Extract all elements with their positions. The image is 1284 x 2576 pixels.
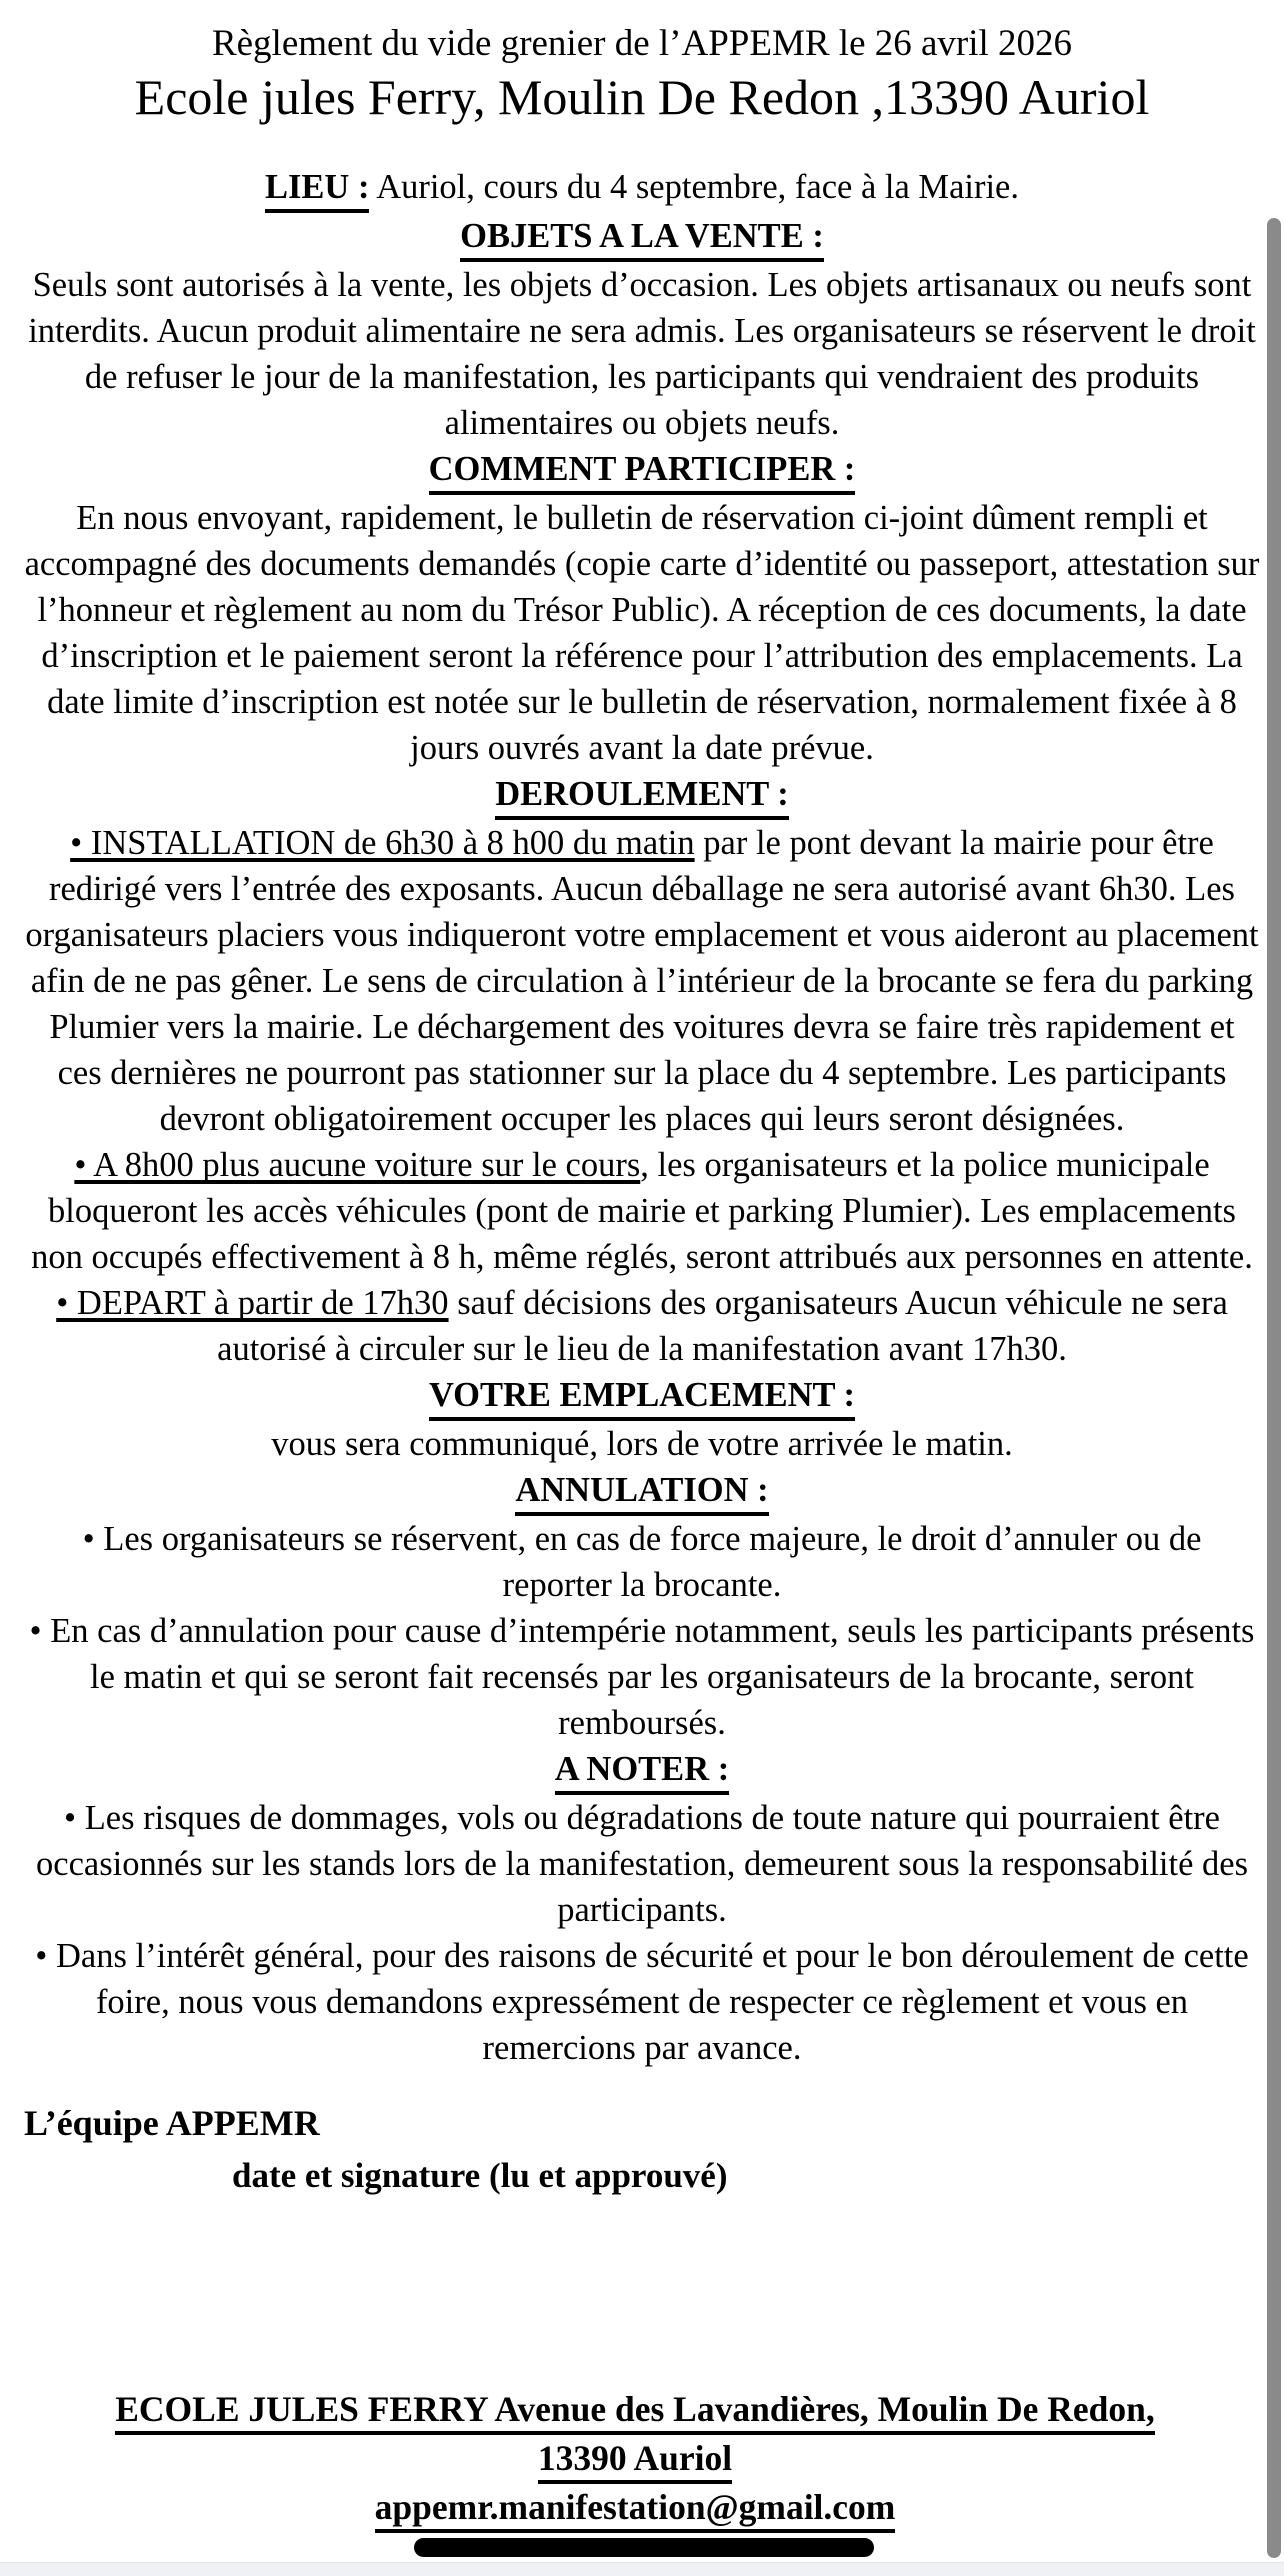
- bottom-strip: [0, 2562, 1284, 2576]
- footer-address-line-2-text: 13390 Auriol: [538, 2437, 732, 2484]
- paragraph-participer: En nous envoyant, rapidement, le bulletin de réservation ci-joint dûment rempli et accompagné des documents demandés (copie carte d’identité ou passeport, attestation sur l’honneur et règlement au nom du Trésor Public). A réception de ces documents, la date d’inscription et le paiement seront la référence pour l’attribution des emplacements. La date limite d’inscription est notée sur le bulletin de réservation, normalement fixée à 8 jours ouvrés avant la date prévue.: [24, 499, 1260, 767]
- footer-address-line-1-text: ECOLE JULES FERRY Avenue des Lavandières, Moulin De Redon,: [115, 2388, 1155, 2435]
- footer-email-line: [0, 2484, 1270, 2533]
- section-heading-emplacement-text: VOTRE EMPLACEMENT :: [429, 1375, 855, 1421]
- section-heading-annulation-text: ANNULATION :: [515, 1470, 768, 1516]
- signature-team: L’équipe APPEMR: [24, 2103, 320, 2143]
- section-heading-annulation: [24, 1467, 1260, 1516]
- bullet-noter-2: • Dans l’intérêt général, pour des raisons de sécurité et pour le bon déroulement de cette foire, nous vous demandons expressément de respecter ce règlement et vous en remercions par avance.: [35, 1937, 1249, 2067]
- bullet-annulation-2: • En cas d’annulation pour cause d’intempérie notamment, seuls les participants présents le matin et qui se seront fait recensés par les organisateurs de la brocante, seront remboursés.: [29, 1612, 1255, 1742]
- email-link[interactable]: appemr.manifestation@gmail.com: [375, 2486, 896, 2533]
- paragraph-objets: Seuls sont autorisés à la vente, les objets d’occasion. Les objets artisanaux ou neufs sont interdits. Aucun produit alimentaire ne sera admis. Les organisateurs se réservent le droit de refuser le jour de la manifestation, les participants qui vendraient des produits alimentaires ou objets neufs.: [28, 266, 1256, 442]
- section-heading-participer: [24, 446, 1260, 495]
- section-heading-emplacement: [24, 1372, 1260, 1421]
- lieu-text: Auriol, cours du 4 septembre, face à la Mairie.: [369, 168, 1019, 206]
- bullet-8h00-rest: , les organisateurs et la police municipale bloqueront les accès véhicules (pont de mairie et parking Plumier). Les emplacements non occupés effectivement à 8 h, même réglés, seront attribués aux personnes en attente.: [31, 1146, 1253, 1276]
- section-heading-noter-text: A NOTER :: [555, 1749, 729, 1795]
- footer-address-line-2: [0, 2435, 1270, 2484]
- signature-block: [24, 2099, 1260, 2199]
- redaction-bar: [414, 2538, 874, 2557]
- scrollbar-thumb[interactable]: [1267, 218, 1281, 2558]
- bullet-installation-underlined: • INSTALLATION de 6h30 à 8 h00 du matin: [70, 824, 695, 862]
- spacer: [24, 126, 1260, 164]
- bullet-depart-rest: sauf décisions des organisateurs Aucun véhicule ne sera autorisé à circuler sur le lieu de la manifestation avant 17h30.: [217, 1284, 1228, 1368]
- section-heading-noter: [24, 1746, 1260, 1795]
- footer: [0, 2386, 1270, 2533]
- page-title: Règlement du vide grenier de l’APPEMR le 26 avril 2026: [211, 23, 1073, 64]
- footer-address-line-1: [0, 2386, 1270, 2435]
- signature-instruction: date et signature (lu et approuvé): [232, 2156, 728, 2195]
- bullet-depart: [24, 1280, 1260, 1372]
- bullet-depart-underlined: • DEPART à partir de 17h30: [56, 1284, 449, 1322]
- lieu-label: LIEU :: [265, 167, 369, 213]
- bullet-annulation-1: • Les organisateurs se réservent, en cas de force majeure, le droit d’annuler ou de reporter la brocante.: [82, 1520, 1202, 1604]
- bullet-installation-rest: par le pont devant la mairie pour être redirigé vers l’entrée des exposants. Aucun déballage ne sera autorisé avant 6h30. Les organisateurs placiers vous indiqueront votre emplacement et vous aideront au placement afin de ne pas gêner. Le sens de circulation à l’intérieur de la brocante se fera du parking Plumier vers la mairie. Le déchargement des voitures devra se faire très rapidement et ces dernières ne pourront pas stationner sur la place du 4 septembre. Les participants devront obligatoirement occuper les places qui leurs seront désignées.: [25, 824, 1259, 1138]
- bullet-8h00-underlined: • A 8h00 plus aucune voiture sur le cours: [74, 1146, 641, 1184]
- lieu-line: [24, 164, 1260, 213]
- section-heading-participer-text: COMMENT PARTICIPER :: [429, 449, 856, 495]
- section-heading-objets: [24, 213, 1260, 262]
- bullet-installation: [24, 820, 1260, 1142]
- section-heading-deroulement-text: DEROULEMENT :: [495, 774, 789, 820]
- section-heading-objets-text: OBJETS A LA VENTE :: [460, 216, 824, 262]
- page-subtitle: Ecole jules Ferry, Moulin De Redon ,13390 Auriol: [134, 69, 1150, 125]
- bullet-noter-1: • Les risques de dommages, vols ou dégradations de toute nature qui pourraient être occasionnés sur les stands lors de la manifestation, demeurent sous la responsabilité des participants.: [36, 1799, 1248, 1929]
- section-heading-deroulement: [24, 771, 1260, 820]
- paragraph-emplacement: vous sera communiqué, lors de votre arrivée le matin.: [271, 1425, 1013, 1463]
- bullet-8h00: [24, 1142, 1260, 1280]
